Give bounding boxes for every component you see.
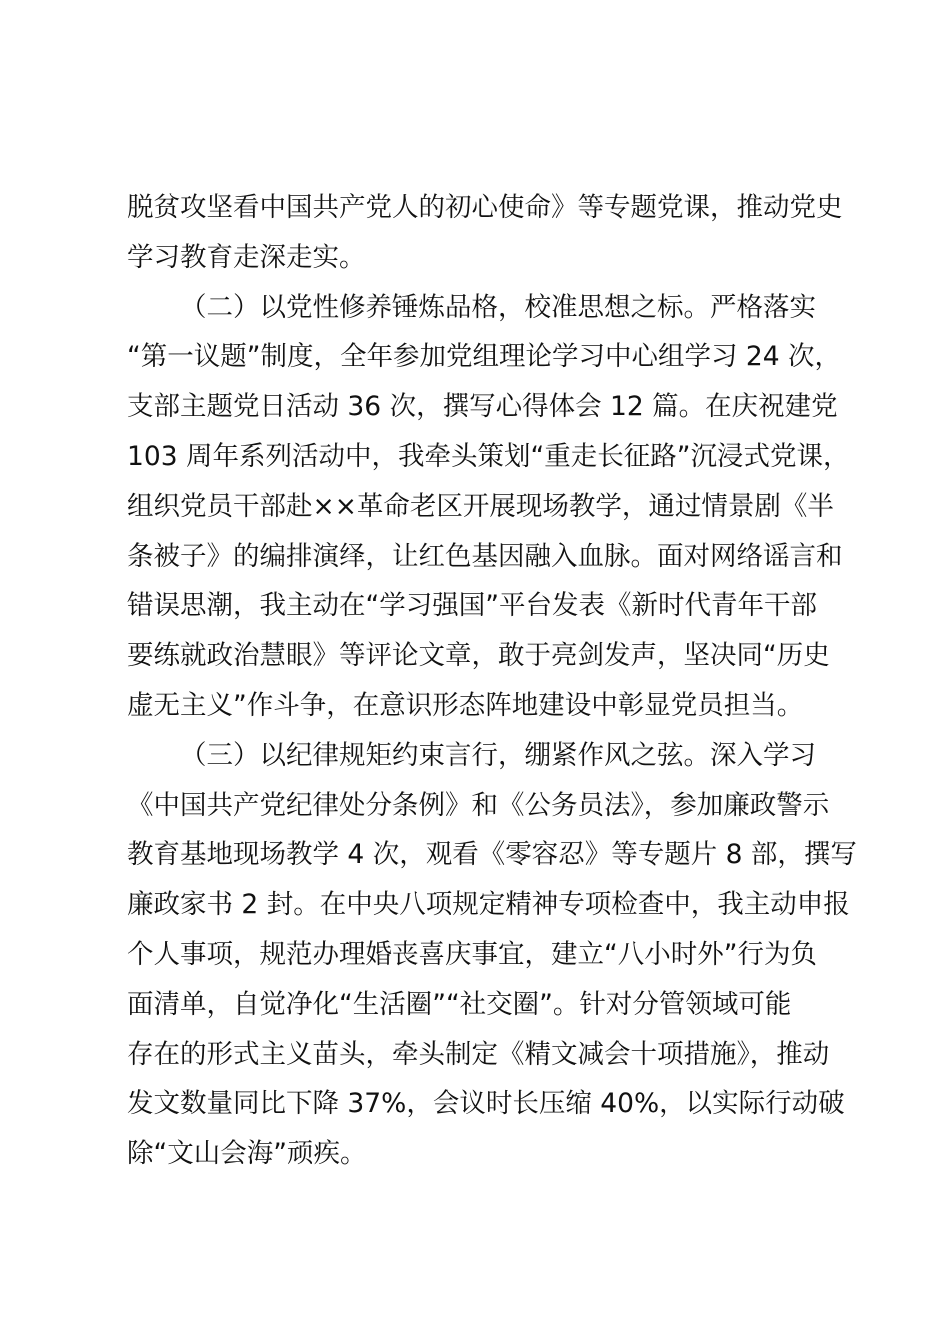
text-line: 学习教育走深走实。: [127, 241, 366, 273]
text-line: “第一议题”制度，全年参加党组理论学习中心组学习 24 次，: [127, 341, 842, 373]
text-line: 条被子》的编排演绎，让红色基因融入血脉。面对网络谣言和: [127, 540, 843, 572]
body-text: [127, 183, 857, 1179]
text-line: 支部主题党日活动 36 次，撰写心得体会 12 篇。在庆祝建党: [127, 391, 838, 423]
section-heading-line: （二）以党性修养锤炼品格，校准思想之标。严格落实: [180, 291, 816, 323]
text-line: 除“文山会海”顽疾。: [127, 1138, 367, 1170]
text-line: 廉政家书 2 封。在中央八项规定精神专项检查中，我主动申报: [127, 889, 850, 921]
text-line: 发文数量同比下降 37%，会议时长压缩 40%，以实际行动破: [127, 1088, 845, 1120]
text-line: 103 周年系列活动中，我牵头策划“重走长征路”沉浸式党课，: [127, 440, 850, 472]
text-line: 虚无主义”作斗争，在意识形态阵地建设中彰显党员担当。: [127, 689, 804, 721]
text-line: 组织党员干部赴××革命老区开展现场教学，通过情景剧《半: [127, 490, 834, 522]
text-line: 面清单，自觉净化“生活圈”“社交圈”。针对分管领域可能: [127, 988, 792, 1020]
text-line: 错误思潮，我主动在“学习强国”平台发表《新时代青年干部: [127, 590, 817, 622]
text-line: 教育基地现场教学 4 次，观看《零容忍》等专题片 8 部，撰写: [127, 839, 857, 871]
text-line: 要练就政治慧眼》等评论文章，敢于亮剑发声，坚决同“历史: [127, 640, 830, 672]
text-line: 《中国共产党纪律处分条例》和《公务员法》，参加廉政警示: [127, 789, 830, 821]
text-line: 存在的形式主义苗头，牵头制定《精文减会十项措施》，推动: [127, 1038, 830, 1070]
text-line: 脱贫攻坚看中国共产党人的初心使命》等专题党课，推动党史: [127, 192, 843, 223]
section-heading-line: （三）以纪律规矩约束言行，绷紧作风之弦。深入学习: [180, 739, 816, 771]
text-line: 个人事项，规范办理婚丧喜庆事宜，建立“八小时外”行为负: [127, 938, 817, 970]
